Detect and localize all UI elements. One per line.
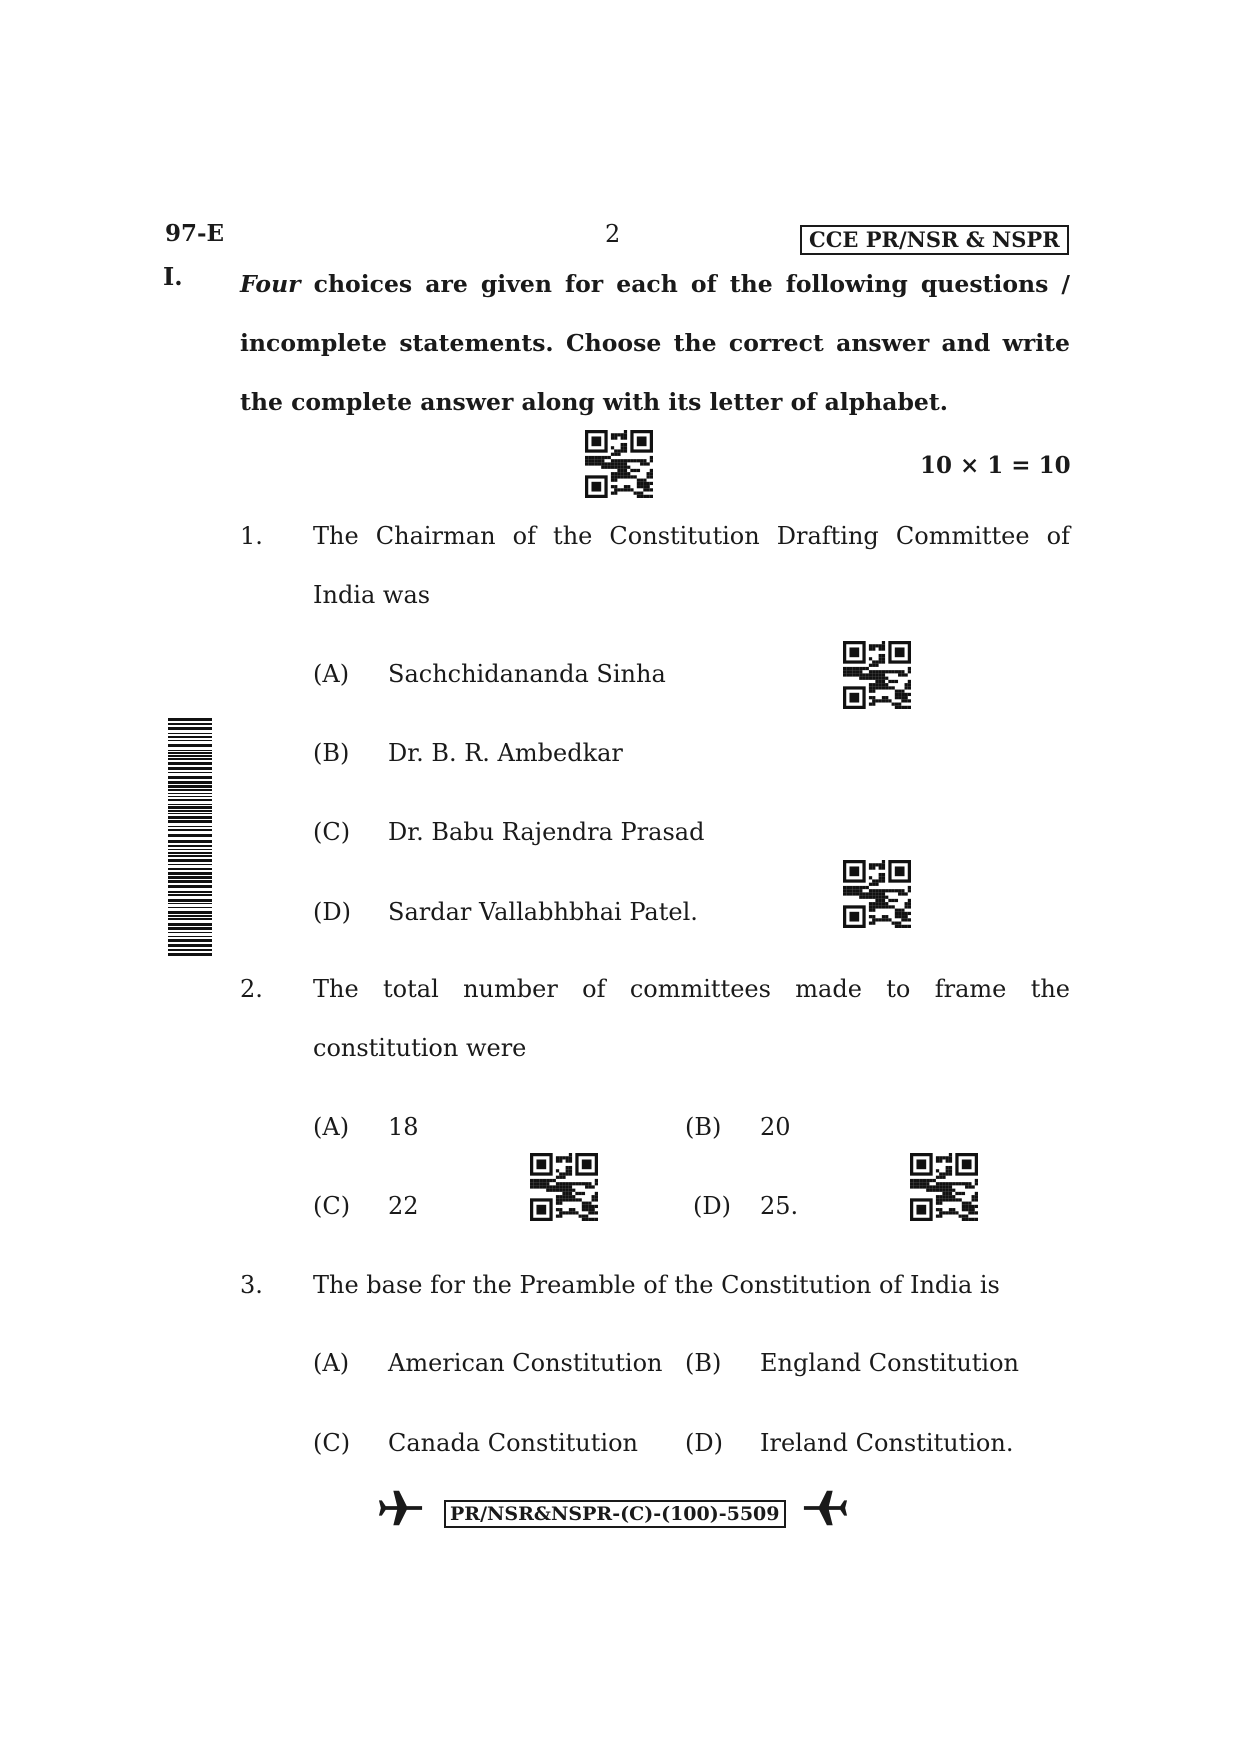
paper-code: 97-E bbox=[165, 220, 225, 247]
qr-code-icon bbox=[585, 430, 653, 498]
q2-option-d-letter: (D) bbox=[693, 1192, 731, 1220]
q1-option-a-text: Sachchidananda Sinha bbox=[388, 660, 666, 688]
question-2-text bbox=[313, 960, 1070, 1078]
barcode-icon bbox=[168, 718, 212, 958]
q2-option-b-letter: (B) bbox=[685, 1113, 722, 1141]
airplane-icon bbox=[802, 1485, 848, 1531]
q1-option-c-text: Dr. Babu Rajendra Prasad bbox=[388, 818, 705, 846]
q3-option-d-letter: (D) bbox=[685, 1429, 723, 1457]
q3-option-b-letter: (B) bbox=[685, 1349, 722, 1377]
q1-option-d-text: Sardar Vallabhbhai Patel. bbox=[388, 898, 698, 926]
qr-code-icon bbox=[843, 860, 911, 928]
q3-option-c-text: Canada Constitution bbox=[388, 1429, 638, 1457]
q2-option-d-text: 25. bbox=[760, 1192, 799, 1220]
q3-option-a-letter: (A) bbox=[313, 1349, 350, 1377]
marks-allocation: 10 × 1 = 10 bbox=[920, 452, 1071, 479]
question-1-line-1: The Chairman of the Constitution Drafting Committee of bbox=[313, 522, 1070, 550]
question-2-line-2: constitution were bbox=[313, 1034, 527, 1062]
question-2-number: 2. bbox=[240, 975, 263, 1003]
question-1-line-2: India was bbox=[313, 581, 431, 609]
q2-option-a-letter: (A) bbox=[313, 1113, 350, 1141]
q2-option-b-text: 20 bbox=[760, 1113, 791, 1141]
qr-code-icon bbox=[910, 1153, 978, 1221]
qr-code-icon bbox=[530, 1153, 598, 1221]
question-2-line-1: The total number of committees made to frame the bbox=[313, 975, 1070, 1003]
question-3-number: 3. bbox=[240, 1271, 263, 1299]
q1-option-b-text: Dr. B. R. Ambedkar bbox=[388, 739, 623, 767]
exam-code-box: CCE PR/NSR & NSPR bbox=[800, 225, 1069, 255]
airplane-icon bbox=[378, 1485, 424, 1531]
section-instruction bbox=[240, 255, 1070, 432]
page-number: 2 bbox=[605, 220, 621, 248]
q3-option-d-text: Ireland Constitution. bbox=[760, 1429, 1014, 1457]
question-1-text bbox=[313, 507, 1070, 625]
q2-option-c-text: 22 bbox=[388, 1192, 419, 1220]
q1-option-c-letter: (C) bbox=[313, 818, 351, 846]
question-1-number: 1. bbox=[240, 522, 263, 550]
qr-code-icon bbox=[843, 641, 911, 709]
q2-option-a-text: 18 bbox=[388, 1113, 419, 1141]
instruction-italic-word: Four bbox=[240, 270, 301, 298]
footer-code-box: PR/NSR&NSPR-(C)-(100)-5509 bbox=[444, 1500, 786, 1528]
instruction-line-1-rest: choices are given for each of the following questions / bbox=[313, 270, 1070, 298]
instruction-line-2: incomplete statements. Choose the correct answer and write bbox=[240, 329, 1070, 357]
instruction-line-1 bbox=[240, 255, 1070, 314]
q3-option-b-text: England Constitution bbox=[760, 1349, 1020, 1377]
q1-option-a-letter: (A) bbox=[313, 660, 350, 688]
q3-option-a-text: American Constitution bbox=[388, 1349, 663, 1377]
q3-option-c-letter: (C) bbox=[313, 1429, 351, 1457]
q1-option-d-letter: (D) bbox=[313, 898, 351, 926]
q2-option-c-letter: (C) bbox=[313, 1192, 351, 1220]
section-number: I. bbox=[163, 262, 183, 291]
instruction-line-3: the complete answer along with its letter of alphabet. bbox=[240, 388, 948, 416]
q1-option-b-letter: (B) bbox=[313, 739, 350, 767]
question-3-text: The base for the Preamble of the Constitution of India is bbox=[313, 1271, 1000, 1299]
